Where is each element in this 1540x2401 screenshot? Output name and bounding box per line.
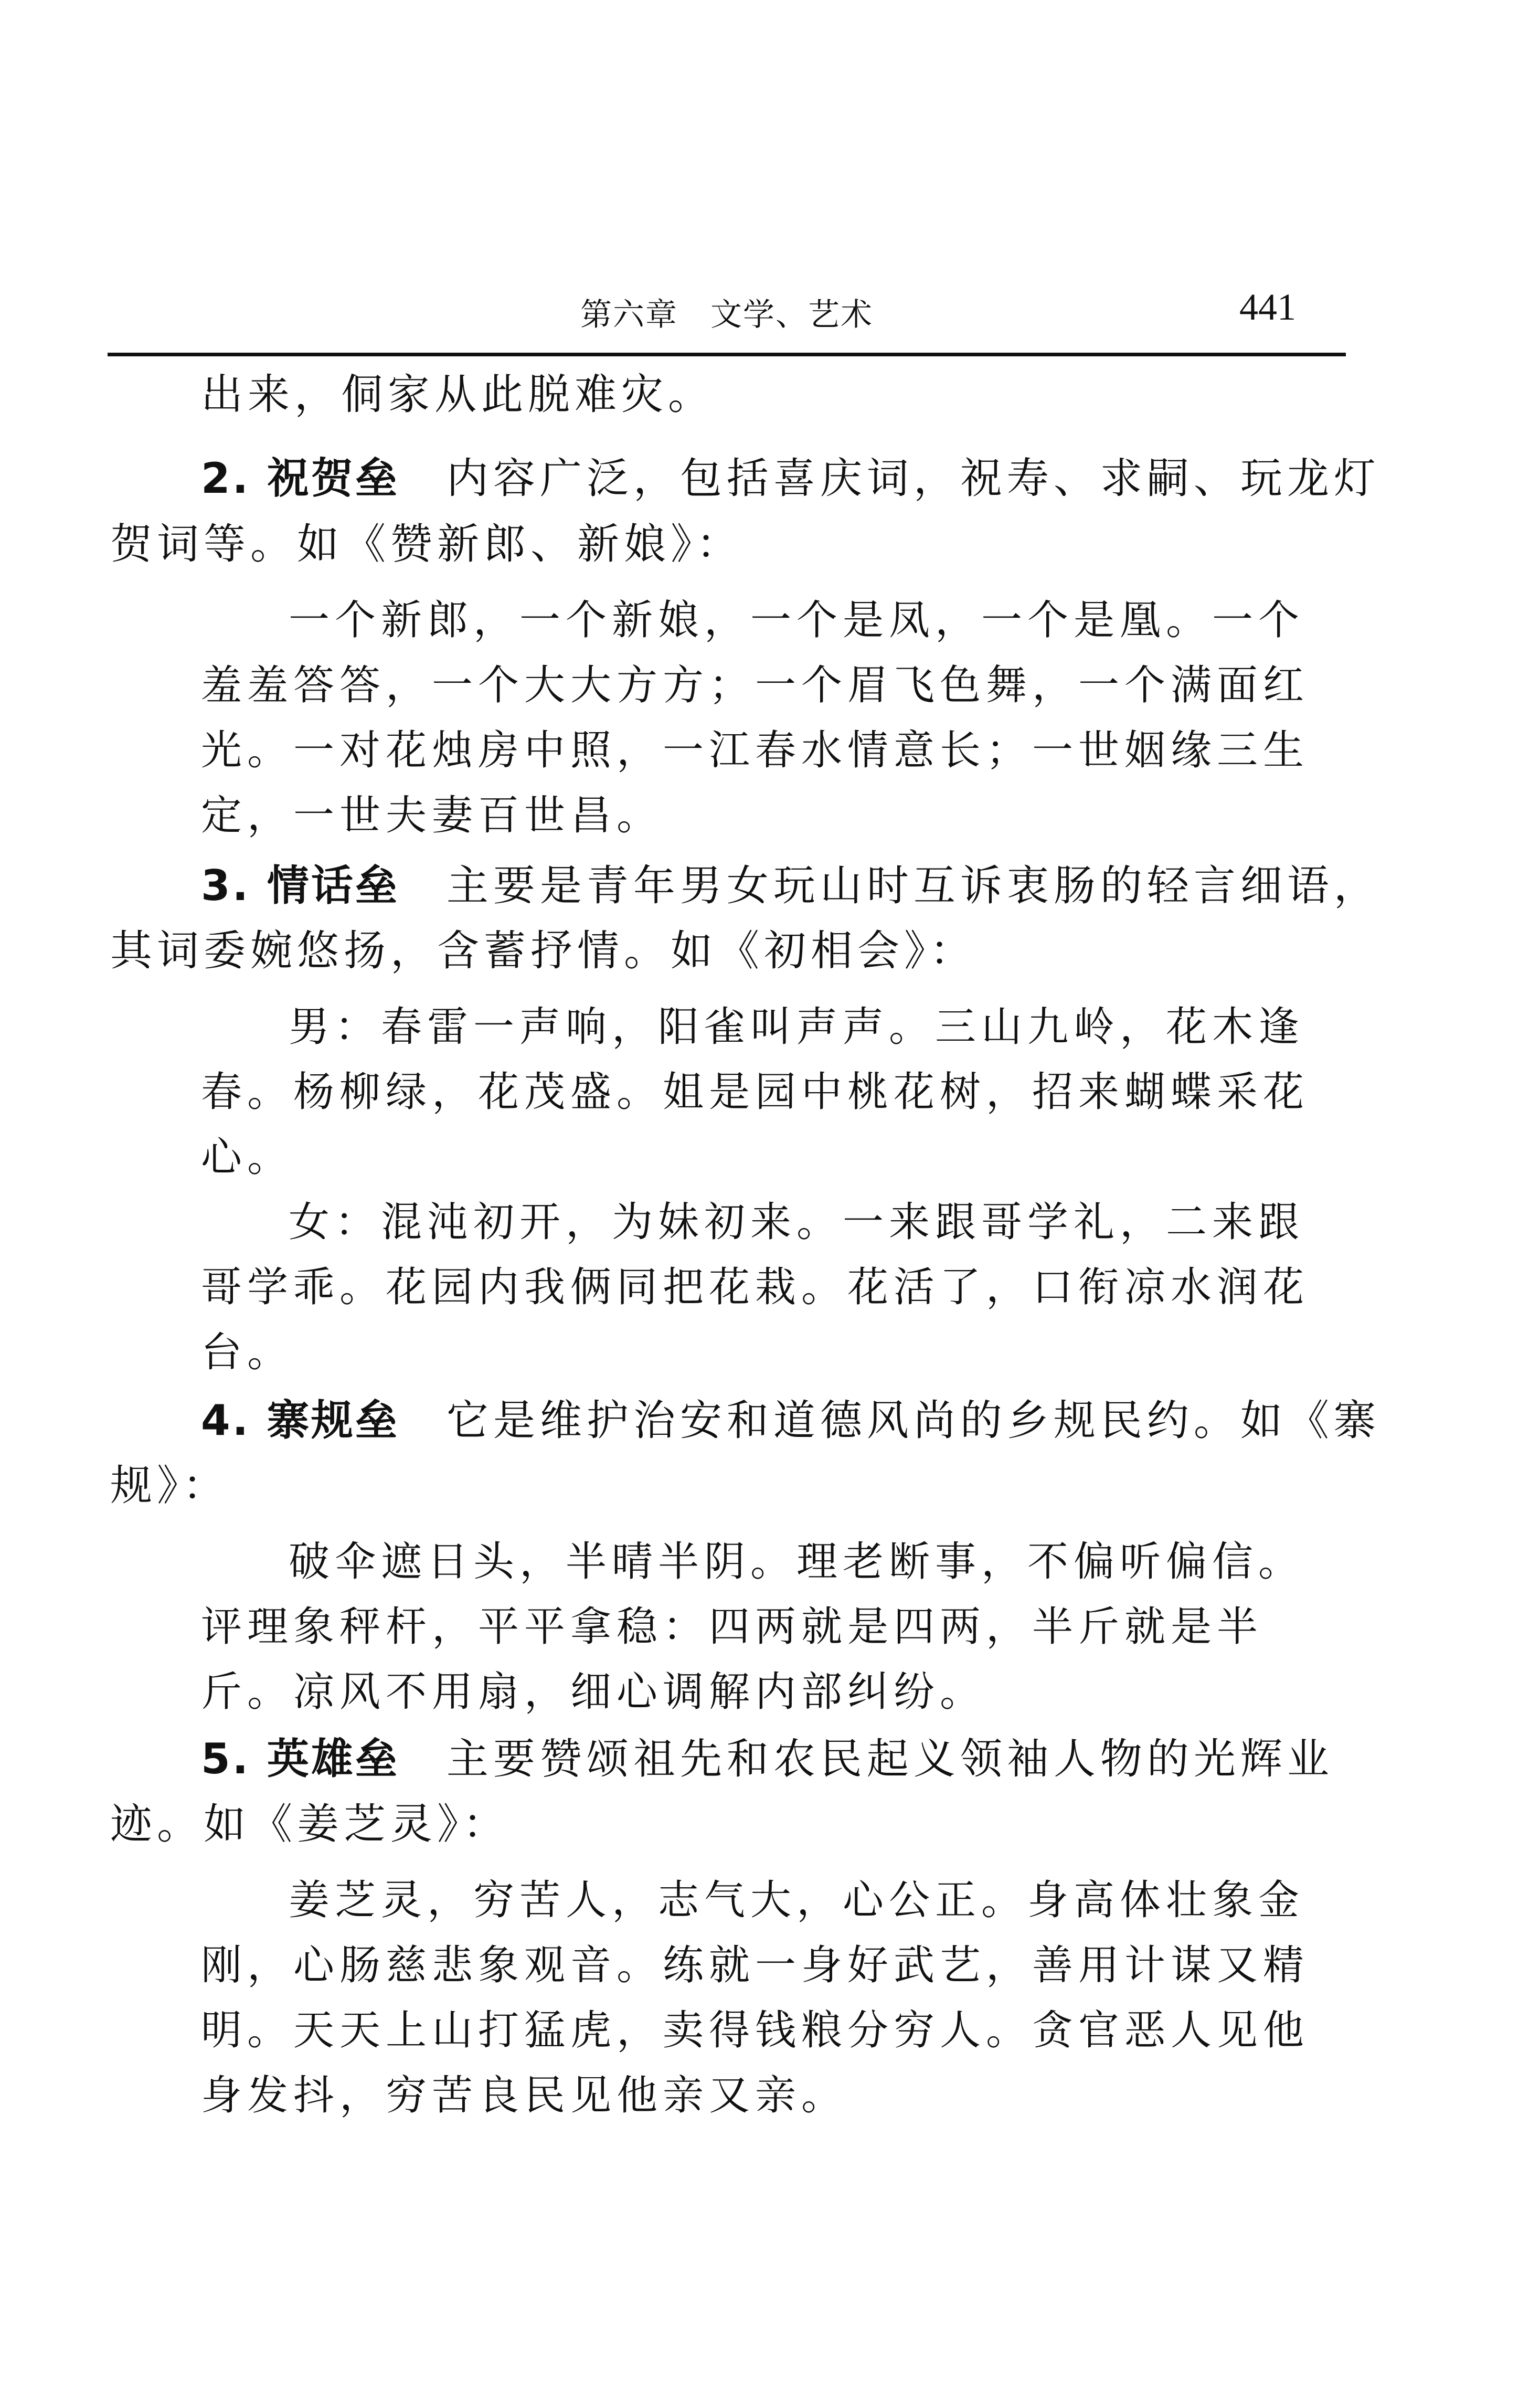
section-2-verse-line: 定，一世夫妻百世昌。 [201, 792, 663, 839]
section-3-verse-line: 女：混沌初开，为妹初来。一来跟哥学礼，二来跟 [289, 1199, 1305, 1246]
section-2-intro: 内容广泛，包括喜庆词，祝寿、求嗣、玩龙灯 [446, 454, 1380, 503]
section-5-heading [201, 1727, 1334, 1792]
section-4-intro-cont: 规》： [110, 1461, 229, 1510]
section-2-verse-line: 一个新郎，一个新娘，一个是凤，一个是凰。一个 [289, 597, 1305, 644]
chapter-title: 第六章 文学、艺术 [580, 297, 873, 332]
section-4-verse-line: 评理象秤杆，平平拿稳：四两就是四两，半斤就是半 [201, 1603, 1263, 1651]
section-4-label: 4. 寨规垒 [201, 1396, 399, 1445]
page-number: 441 [1239, 286, 1296, 328]
section-2-intro-cont: 贺词等。如《赞新郎、新娘》： [110, 520, 743, 568]
section-5-verse-line: 身发抖，穷苦良民见他亲又亲。 [201, 2072, 848, 2119]
section-4-intro: 它是维护治安和道德风尚的乡规民约。如《寨 [446, 1396, 1380, 1445]
section-5-verse-line: 姜芝灵，穷苦人，志气大，心公正。身高体壮象金 [289, 1877, 1305, 1924]
section-3-verse-line: 春。杨柳绿，花茂盛。姐是园中桃花树，招来蝴蝶采花 [201, 1069, 1310, 1116]
section-5-intro-cont: 迹。如《姜芝灵》： [110, 1800, 509, 1848]
section-5-verse-line: 明。天天上山打猛虎，卖得钱粮分穷人。贪官恶人见他 [201, 2007, 1310, 2054]
running-header [108, 278, 1346, 341]
section-3-verse-line: 哥学乖。花园内我俩同把花栽。花活了，口衔凉水润花 [201, 1264, 1310, 1311]
section-3-heading [201, 853, 1380, 918]
section-3-verse-line: 心。 [201, 1134, 294, 1181]
section-5-intro: 主要赞颂祖先和农民起义领袖人物的光辉业 [446, 1734, 1334, 1783]
continuation-line: 出来，侗家从此脱难灾。 [201, 370, 715, 419]
header-rule [108, 353, 1346, 356]
section-4-verse-line: 破伞遮日头，半晴半阴。理老断事，不偏听偏信。 [289, 1538, 1305, 1585]
section-3-intro: 主要是青年男女玩山时互诉衷肠的轻言细语， [446, 861, 1380, 910]
section-5-verse-line: 刚，心肠慈悲象观音。练就一身好武艺，善用计谋又精 [201, 1942, 1310, 1989]
section-3-verse-line: 男：春雷一声响，阳雀叫声声。三山九岭，花木逢 [289, 1003, 1305, 1051]
section-3-verse-line: 台。 [201, 1329, 294, 1376]
section-4-verse-line: 斤。凉风不用扇，细心调解内部纠纷。 [201, 1668, 986, 1716]
section-3-intro-cont: 其词委婉悠扬，含蓄抒情。如《初相会》： [110, 926, 976, 975]
section-2-heading [201, 446, 1380, 511]
section-4-heading [201, 1388, 1380, 1453]
section-2-label: 2. 祝贺垒 [201, 454, 399, 503]
section-3-label: 3. 情话垒 [201, 861, 399, 910]
section-2-verse-line: 光。一对花烛房中照，一江春水情意长；一世姻缘三生 [201, 727, 1310, 774]
section-5-label: 5. 英雄垒 [201, 1734, 399, 1783]
section-2-verse-line: 羞羞答答，一个大大方方；一个眉飞色舞，一个满面红 [201, 662, 1310, 709]
